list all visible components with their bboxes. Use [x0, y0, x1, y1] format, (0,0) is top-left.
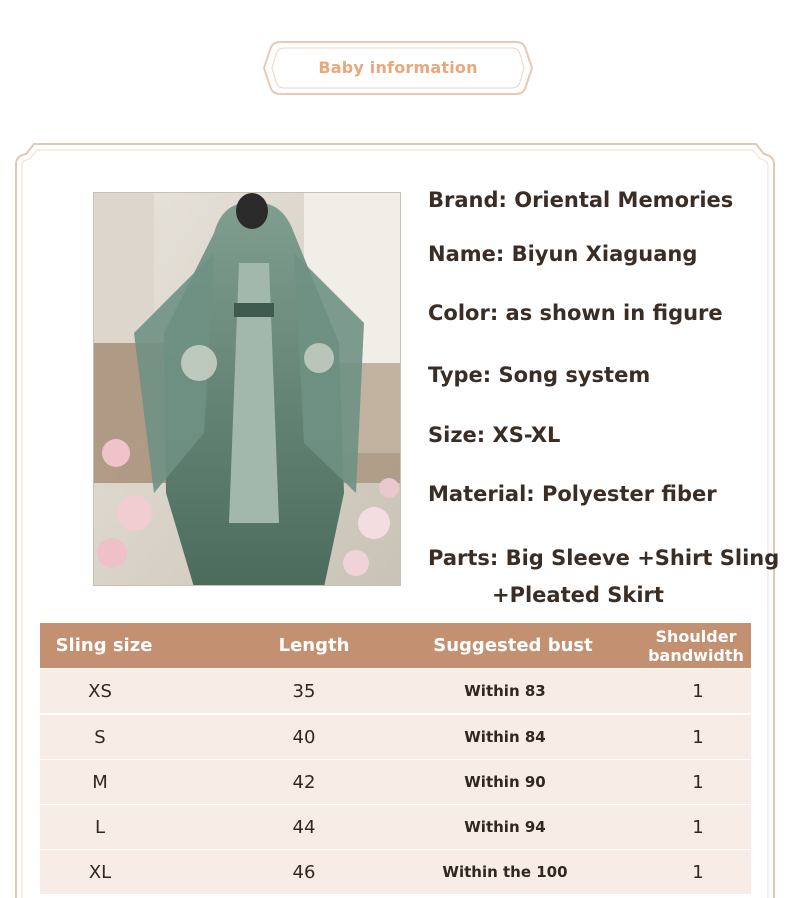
- info-parts: Parts: Big Sleeve +Shirt Sling: [428, 546, 780, 570]
- cell-shoulder: 1: [692, 861, 704, 883]
- cell-bust: Within 90: [464, 773, 546, 791]
- cell-bust: Within 94: [464, 818, 546, 836]
- header-sling-size: Sling size: [55, 635, 153, 656]
- header-suggested-bust: Suggested bust: [433, 635, 593, 656]
- section-banner: [262, 40, 534, 96]
- cell-size: XL: [88, 861, 112, 883]
- info-size: Size: XS-XL: [428, 423, 561, 447]
- cell-size: M: [92, 771, 108, 793]
- banner-title: Baby information: [318, 58, 478, 77]
- cell-length: 46: [292, 861, 316, 883]
- header-length: Length: [278, 635, 350, 656]
- cell-size: L: [94, 816, 106, 838]
- cell-length: 42: [292, 771, 316, 793]
- cell-shoulder: 1: [692, 726, 704, 748]
- cell-size: XS: [88, 680, 112, 702]
- table-row: [40, 760, 751, 804]
- cell-length: 35: [292, 680, 316, 702]
- cell-shoulder: 1: [692, 816, 704, 838]
- table-row: [40, 850, 751, 894]
- cell-shoulder: 1: [692, 680, 704, 702]
- cell-bust: Within 83: [464, 682, 546, 700]
- info-type: Type: Song system: [428, 363, 651, 387]
- table-header: [40, 623, 751, 668]
- cell-length: 40: [292, 726, 316, 748]
- cell-bust: Within the 100: [442, 863, 568, 881]
- table-row: [40, 715, 751, 759]
- table-row: [40, 669, 751, 713]
- info-name: Name: Biyun Xiaguang: [428, 242, 698, 266]
- info-material: Material: Polyester fiber: [428, 482, 717, 506]
- header-shoulder-bandwidth: Shoulder bandwidth: [648, 626, 744, 665]
- cell-length: 44: [292, 816, 316, 838]
- info-brand: Brand: Oriental Memories: [428, 188, 734, 212]
- product-photo: [93, 192, 401, 586]
- info-parts-continued: +Pleated Skirt: [492, 583, 664, 607]
- cell-bust: Within 84: [464, 728, 546, 746]
- cell-shoulder: 1: [692, 771, 704, 793]
- cell-size: S: [94, 726, 106, 748]
- table-row: [40, 805, 751, 849]
- info-color: Color: as shown in figure: [428, 301, 723, 325]
